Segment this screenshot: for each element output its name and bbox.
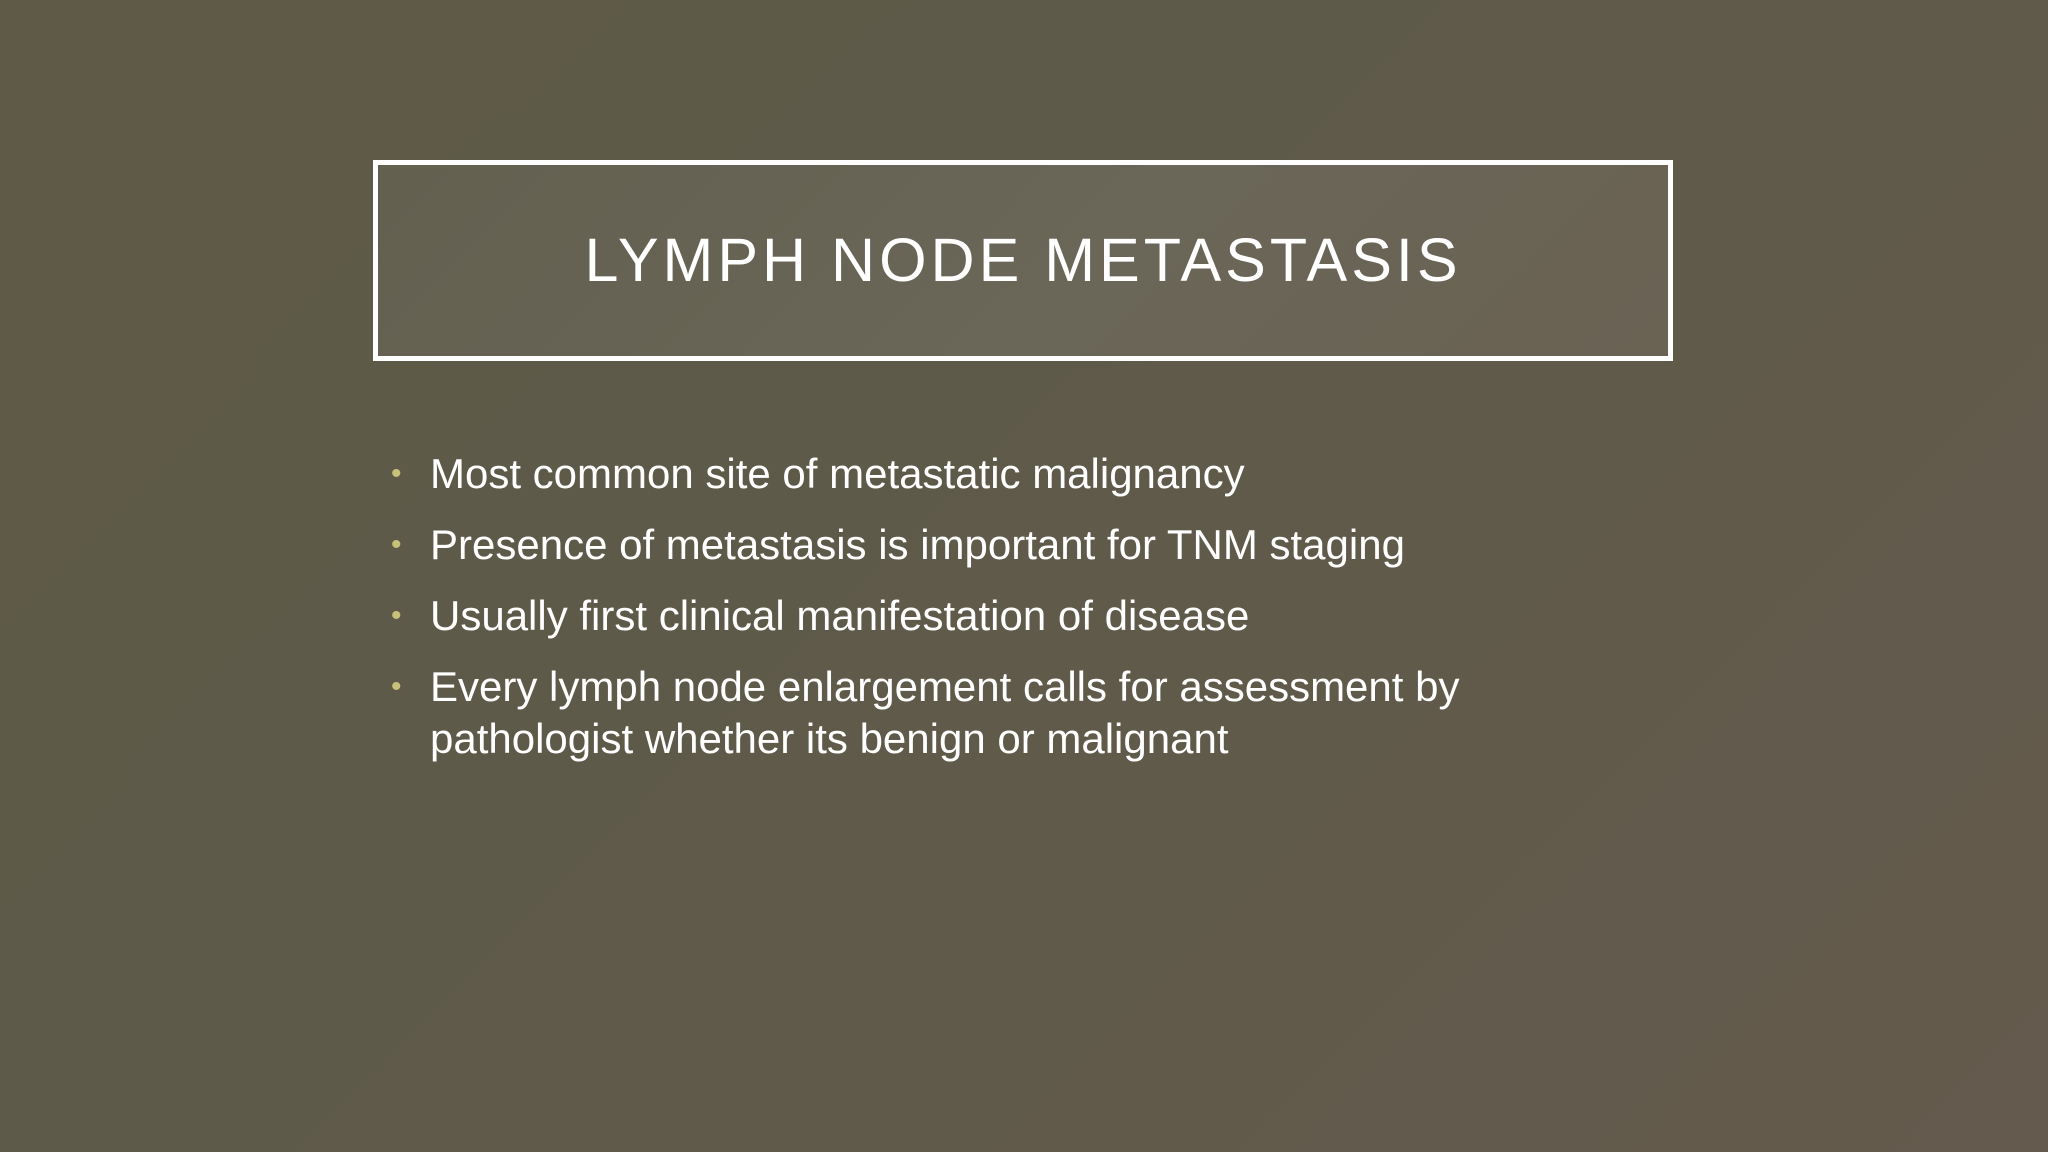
bullet-text: Presence of metastasis is important for TNM staging — [430, 521, 1405, 568]
title-box — [373, 160, 1673, 361]
bullet-text: Usually first clinical manifestation of disease — [430, 592, 1250, 639]
bullet-marker-icon: • — [391, 599, 402, 632]
bullet-marker-icon: • — [391, 528, 402, 561]
bullet-item — [390, 448, 1550, 500]
bullet-item — [390, 590, 1550, 642]
bullet-item — [390, 661, 1550, 765]
slide-title: LYMPH NODE METASTASIS — [584, 225, 1462, 294]
bullet-item — [390, 519, 1550, 571]
bullet-text: Every lymph node enlargement calls for assessment by pathologist whether its benign or malignant — [430, 663, 1460, 762]
bullet-marker-icon: • — [391, 670, 402, 703]
bullet-text: Most common site of metastatic malignancy — [430, 450, 1245, 497]
bullet-marker-icon: • — [391, 457, 402, 490]
bullet-list — [390, 448, 1550, 784]
